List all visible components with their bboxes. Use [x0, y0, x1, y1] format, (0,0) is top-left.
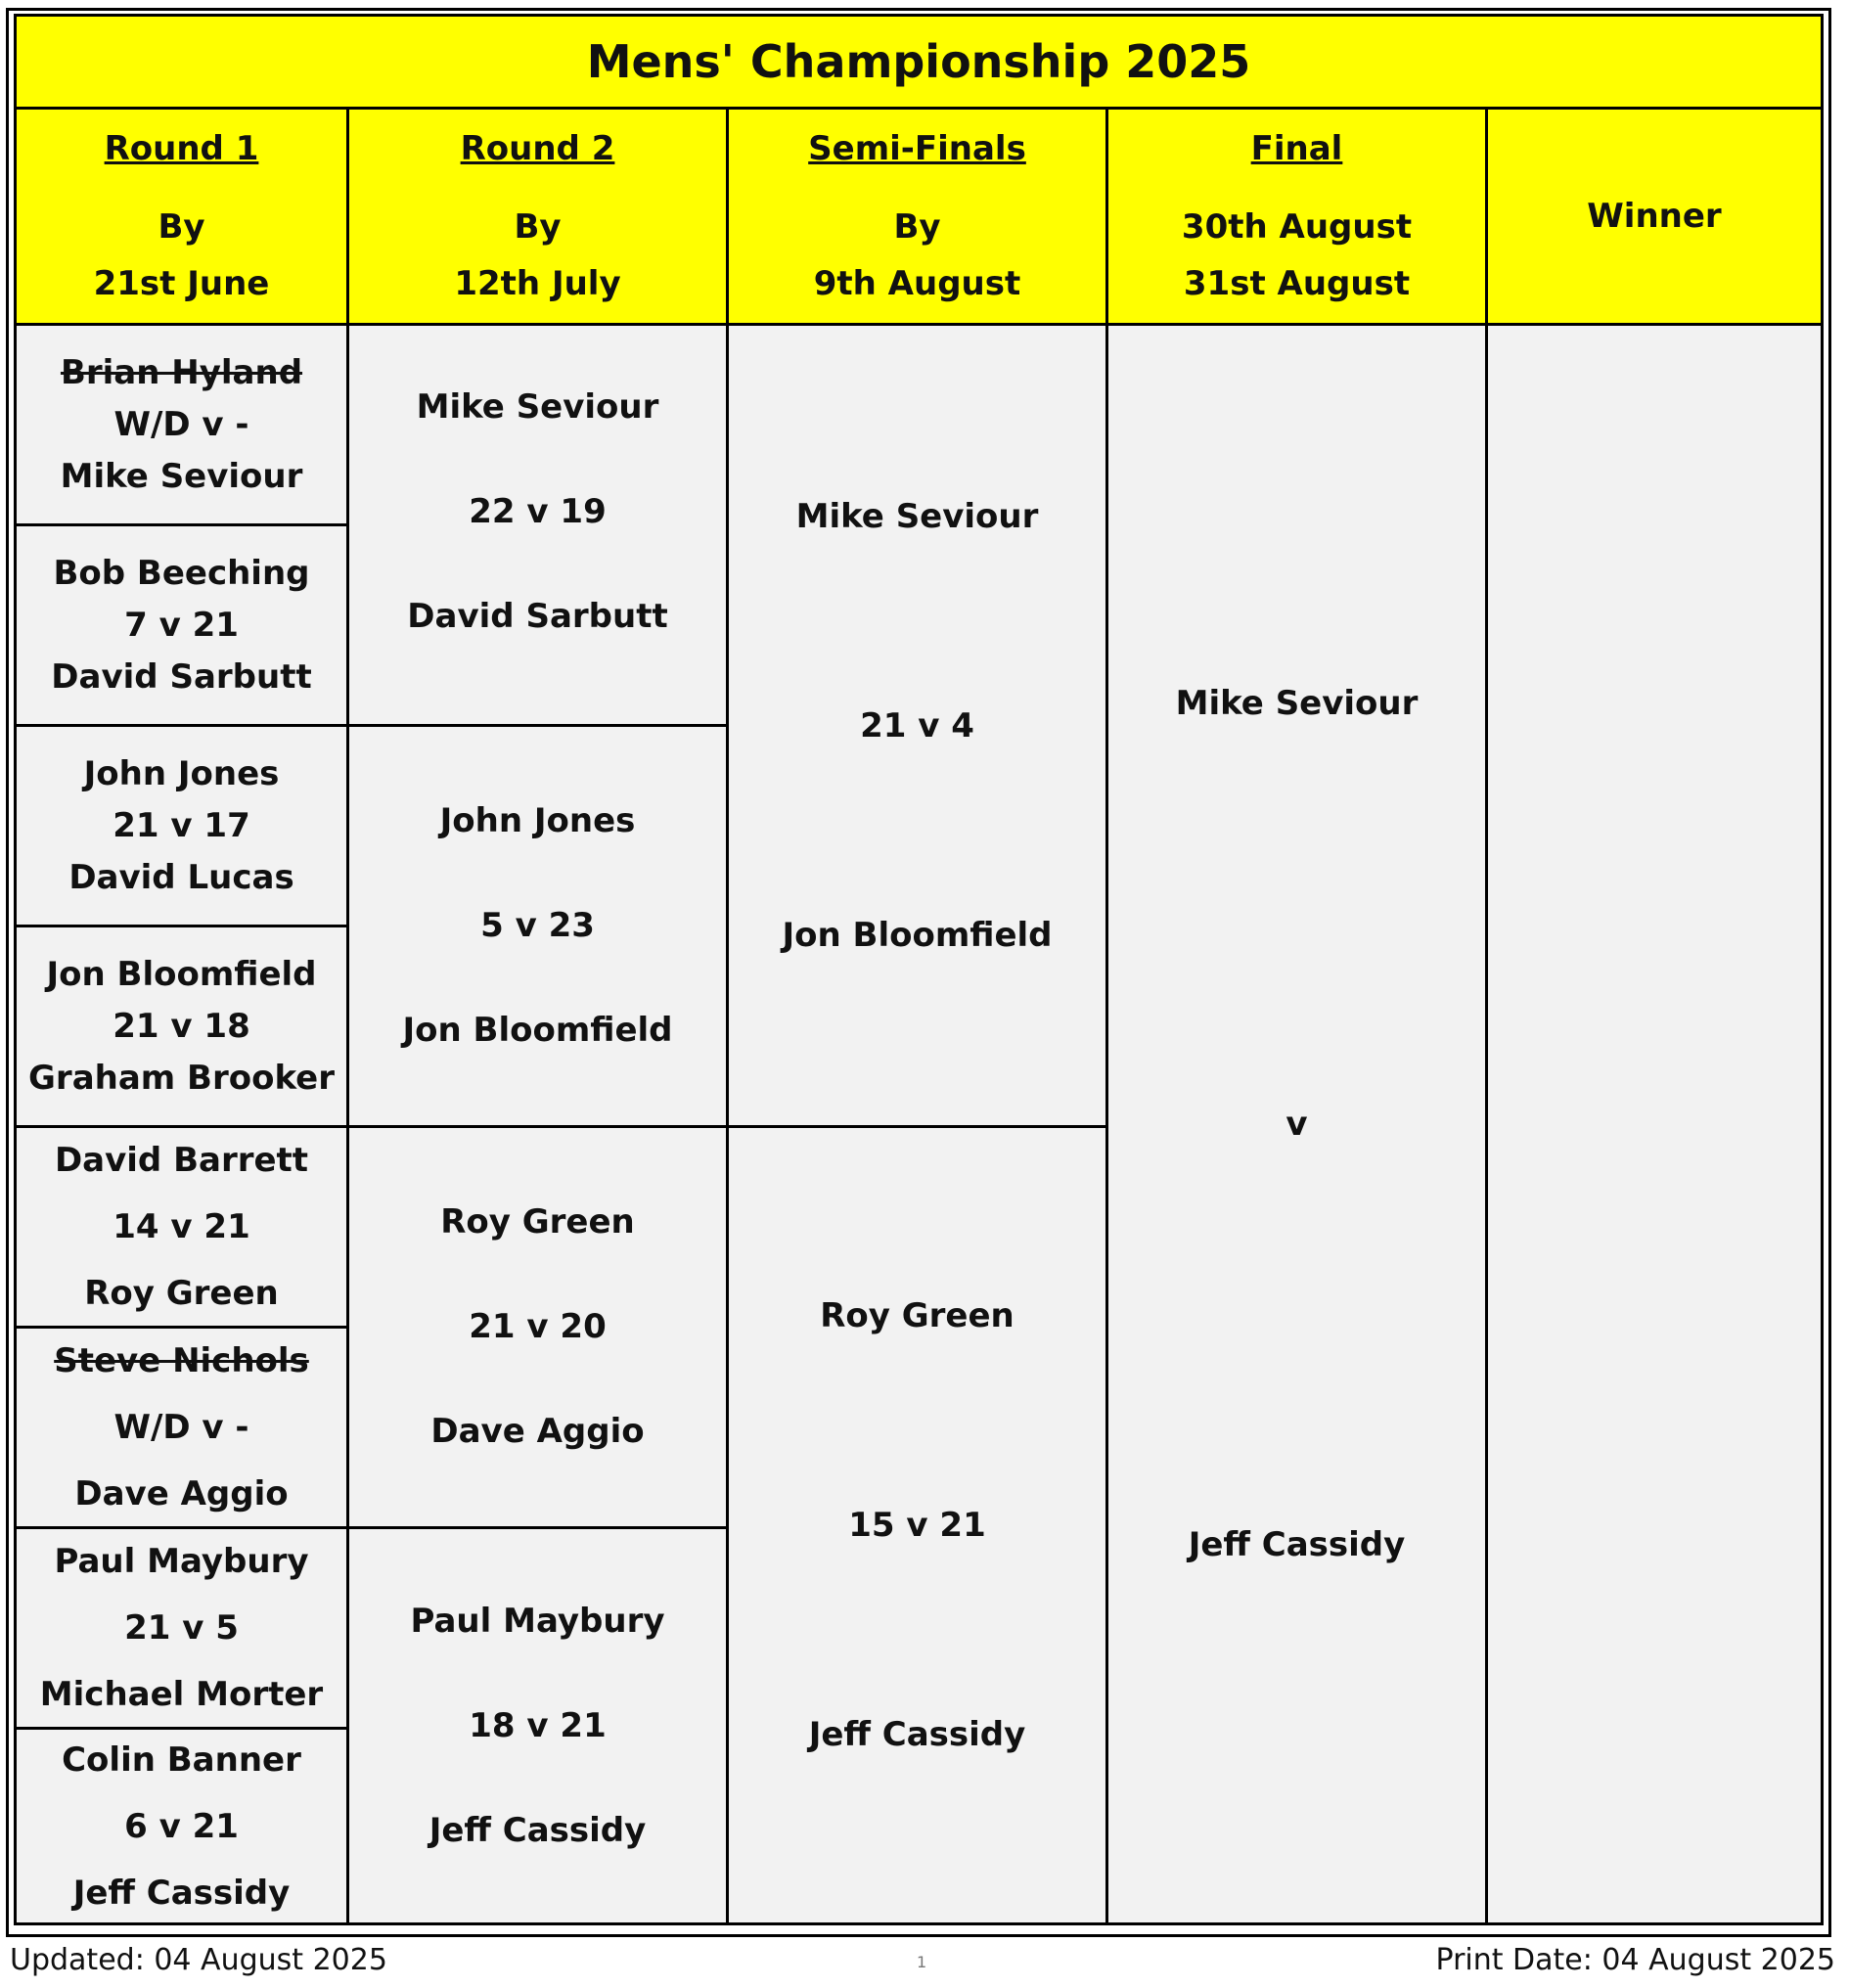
score: 21 v 4	[860, 705, 974, 746]
player-1: Roy Green	[820, 1296, 1015, 1335]
versus: v	[1285, 1105, 1308, 1144]
player-1: Mike Seviour	[795, 496, 1039, 536]
semi-match-1	[726, 323, 1108, 1128]
semis-by: By	[893, 207, 941, 247]
score: 21 v 18	[113, 1006, 250, 1046]
round1-name: Round 1	[104, 129, 259, 168]
round2-match-3	[346, 1125, 729, 1529]
round2-by: By	[514, 207, 562, 247]
header-round2	[346, 107, 729, 326]
final-match	[1105, 323, 1488, 1925]
score: 14 v 21	[113, 1207, 250, 1246]
final-date-2: 31st August	[1183, 264, 1411, 303]
player-2: Graham Brooker	[28, 1058, 335, 1098]
player-2: Jon Bloomfield	[782, 915, 1053, 955]
round1-by: By	[158, 207, 205, 247]
header-round1	[14, 107, 349, 326]
page-number: 1	[917, 1953, 927, 1971]
player-2: Roy Green	[84, 1274, 279, 1313]
round1-match-4	[14, 925, 349, 1128]
score: W/D v -	[113, 1408, 249, 1447]
player-2: Michael Morter	[39, 1675, 324, 1714]
player-1: Roy Green	[440, 1202, 635, 1242]
bracket-table	[14, 14, 1824, 1925]
round1-match-2	[14, 523, 349, 727]
winner-cell	[1485, 323, 1824, 1925]
round1-match-3	[14, 724, 349, 927]
score: 15 v 21	[848, 1506, 986, 1545]
round1-match-8	[14, 1727, 349, 1925]
final-date-1: 30th August	[1181, 207, 1413, 247]
score: 7 v 21	[124, 605, 239, 645]
score: 6 v 21	[124, 1806, 239, 1846]
player-2: Jeff Cassidy	[72, 1873, 291, 1913]
round2-match-2	[346, 724, 729, 1128]
player-1: Paul Maybury	[410, 1601, 665, 1641]
player-1: Paul Maybury	[54, 1542, 309, 1581]
semi-match-2	[726, 1125, 1108, 1925]
final-name: Final	[1250, 129, 1343, 168]
title-text: Mens' Championship 2025	[586, 35, 1251, 88]
header-semis	[726, 107, 1108, 326]
player-2: Mike Seviour	[60, 456, 303, 496]
round1-date: 21st June	[93, 264, 270, 303]
player-1: Colin Banner	[62, 1740, 301, 1780]
player-1: Brian Hyland	[60, 352, 303, 392]
header-final	[1105, 107, 1488, 326]
player-2: David Sarbutt	[407, 597, 668, 636]
player-2: Jeff Cassidy	[808, 1715, 1026, 1754]
player-2: Jeff Cassidy	[1188, 1525, 1406, 1564]
semis-date: 9th August	[813, 264, 1021, 303]
score: 22 v 19	[469, 492, 607, 531]
score: 18 v 21	[469, 1705, 607, 1745]
footer-page-number	[917, 1953, 926, 1971]
round1-match-1	[14, 323, 349, 526]
updated-text: Updated: 04 August 2025	[10, 1943, 387, 1977]
player-2: David Sarbutt	[51, 656, 312, 697]
player-1: John Jones	[439, 801, 636, 840]
player-1: John Jones	[83, 753, 280, 793]
winner-name: Winner	[1587, 197, 1722, 236]
footer-print-date	[1436, 1943, 1835, 1977]
player-1: Mike Seviour	[416, 387, 659, 427]
footer-updated	[10, 1943, 387, 1977]
player-2: Dave Aggio	[430, 1412, 645, 1451]
score: 21 v 20	[469, 1307, 607, 1346]
player-2: David Lucas	[68, 857, 294, 897]
round2-date: 12th July	[454, 264, 621, 303]
player-1: Bob Beeching	[53, 553, 310, 593]
round2-name: Round 2	[460, 129, 615, 168]
player-2: Jeff Cassidy	[428, 1810, 647, 1850]
player-2: Dave Aggio	[74, 1474, 289, 1514]
round1-match-7	[14, 1526, 349, 1730]
player-1: Jon Bloomfield	[46, 954, 317, 994]
player-1: Mike Seviour	[1175, 684, 1419, 723]
score: 21 v 5	[124, 1608, 239, 1648]
header-winner	[1485, 107, 1824, 326]
score: W/D v -	[113, 404, 249, 444]
player-2: Jon Bloomfield	[402, 1011, 673, 1050]
player-1: David Barrett	[54, 1141, 309, 1180]
round1-match-5	[14, 1125, 349, 1329]
page-title	[14, 14, 1824, 110]
round2-match-1	[346, 323, 729, 727]
score: 5 v 23	[480, 906, 595, 945]
player-1: Steve Nichols	[54, 1341, 309, 1380]
round1-match-6	[14, 1326, 349, 1529]
score: 21 v 17	[113, 805, 250, 845]
semis-name: Semi-Finals	[808, 129, 1026, 168]
round2-match-4	[346, 1526, 729, 1925]
print-date-text: Print Date: 04 August 2025	[1435, 1943, 1835, 1977]
